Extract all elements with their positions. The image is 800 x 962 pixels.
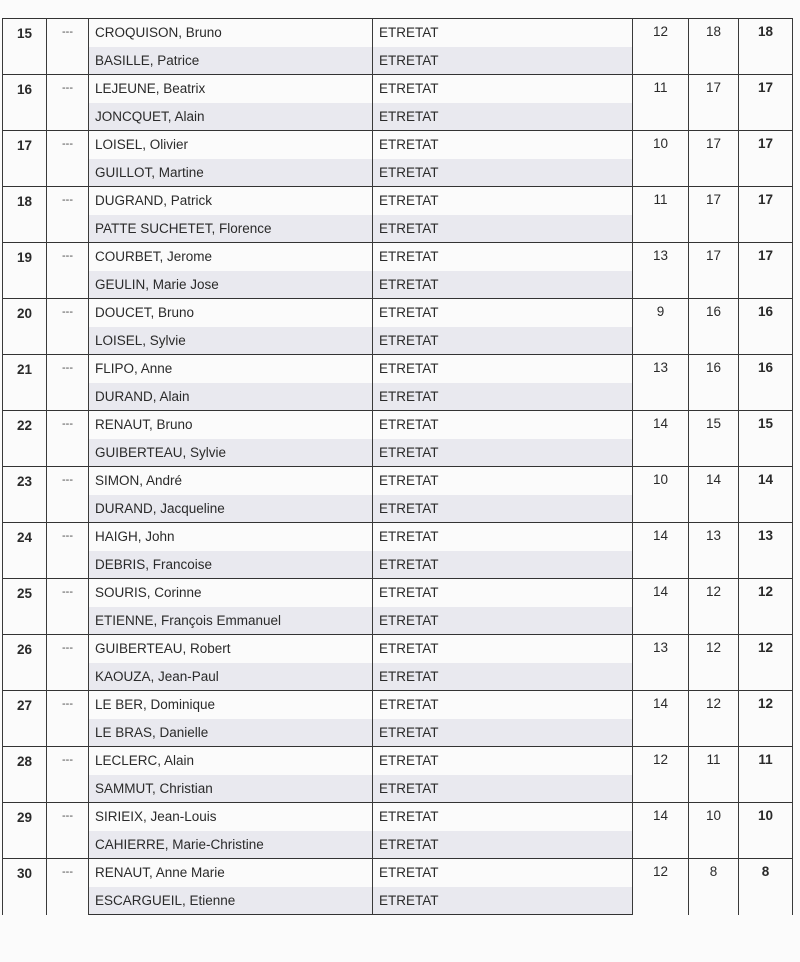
- partner-club: ETRETAT: [373, 215, 633, 243]
- separator-cell: ---: [47, 691, 89, 747]
- separator-cell: ---: [47, 75, 89, 131]
- total-score: 10: [739, 803, 793, 859]
- score-2: 15: [689, 411, 739, 467]
- total-score: 8: [739, 859, 793, 915]
- pair-row: [3, 859, 793, 887]
- score-2: 11: [689, 747, 739, 803]
- total-score: 17: [739, 243, 793, 299]
- rank-cell: 26: [3, 635, 47, 691]
- total-score: 13: [739, 523, 793, 579]
- partner-name: BASILLE, Patrice: [89, 47, 373, 75]
- rank-cell: 19: [3, 243, 47, 299]
- pair-row: [3, 299, 793, 327]
- club-name: ETRETAT: [373, 859, 633, 887]
- partner-name: ESCARGUEIL, Etienne: [89, 887, 373, 915]
- rank-cell: 29: [3, 803, 47, 859]
- player-name: LE BER, Dominique: [89, 691, 373, 719]
- rank-cell: 18: [3, 187, 47, 243]
- score-2: 12: [689, 635, 739, 691]
- club-name: ETRETAT: [373, 523, 633, 551]
- total-score: 12: [739, 635, 793, 691]
- score-1: 9: [633, 299, 689, 355]
- pair-row: [3, 187, 793, 215]
- separator-cell: ---: [47, 467, 89, 523]
- club-name: ETRETAT: [373, 131, 633, 159]
- player-name: DUGRAND, Patrick: [89, 187, 373, 215]
- score-1: 13: [633, 355, 689, 411]
- separator-cell: ---: [47, 355, 89, 411]
- partner-name: SAMMUT, Christian: [89, 775, 373, 803]
- score-2: 17: [689, 243, 739, 299]
- score-1: 14: [633, 691, 689, 747]
- separator-cell: ---: [47, 299, 89, 355]
- rank-cell: 15: [3, 19, 47, 75]
- total-score: 12: [739, 579, 793, 635]
- partner-club: ETRETAT: [373, 47, 633, 75]
- separator-cell: ---: [47, 747, 89, 803]
- partner-name: JONCQUET, Alain: [89, 103, 373, 131]
- score-1: 14: [633, 579, 689, 635]
- player-name: RENAUT, Anne Marie: [89, 859, 373, 887]
- pair-row: [3, 411, 793, 439]
- score-1: 13: [633, 243, 689, 299]
- player-name: SIRIEIX, Jean-Louis: [89, 803, 373, 831]
- pair-row: [3, 523, 793, 551]
- score-1: 12: [633, 19, 689, 75]
- score-1: 14: [633, 411, 689, 467]
- rank-cell: 27: [3, 691, 47, 747]
- score-1: 10: [633, 131, 689, 187]
- partner-name: GEULIN, Marie Jose: [89, 271, 373, 299]
- separator-cell: ---: [47, 859, 89, 915]
- rank-cell: 25: [3, 579, 47, 635]
- score-1: 14: [633, 803, 689, 859]
- club-name: ETRETAT: [373, 747, 633, 775]
- pair-row: [3, 243, 793, 271]
- score-2: 17: [689, 187, 739, 243]
- total-score: 11: [739, 747, 793, 803]
- score-2: 17: [689, 131, 739, 187]
- results-body: [3, 19, 793, 915]
- club-name: ETRETAT: [373, 579, 633, 607]
- partner-name: PATTE SUCHETET, Florence: [89, 215, 373, 243]
- score-2: 12: [689, 579, 739, 635]
- partner-club: ETRETAT: [373, 103, 633, 131]
- rank-cell: 21: [3, 355, 47, 411]
- player-name: FLIPO, Anne: [89, 355, 373, 383]
- score-2: 10: [689, 803, 739, 859]
- pair-row: [3, 635, 793, 663]
- partner-name: KAOUZA, Jean-Paul: [89, 663, 373, 691]
- total-score: 17: [739, 75, 793, 131]
- rank-cell: 17: [3, 131, 47, 187]
- separator-cell: ---: [47, 243, 89, 299]
- partner-club: ETRETAT: [373, 439, 633, 467]
- total-score: 17: [739, 187, 793, 243]
- pair-row: [3, 75, 793, 103]
- rank-cell: 24: [3, 523, 47, 579]
- rank-cell: 22: [3, 411, 47, 467]
- score-1: 11: [633, 75, 689, 131]
- club-name: ETRETAT: [373, 803, 633, 831]
- total-score: 15: [739, 411, 793, 467]
- pair-row: [3, 355, 793, 383]
- partner-name: DEBRIS, Francoise: [89, 551, 373, 579]
- rank-cell: 28: [3, 747, 47, 803]
- player-name: GUIBERTEAU, Robert: [89, 635, 373, 663]
- partner-club: ETRETAT: [373, 719, 633, 747]
- player-name: RENAUT, Bruno: [89, 411, 373, 439]
- score-2: 16: [689, 355, 739, 411]
- partner-club: ETRETAT: [373, 495, 633, 523]
- club-name: ETRETAT: [373, 19, 633, 47]
- rank-cell: 20: [3, 299, 47, 355]
- player-name: LEJEUNE, Beatrix: [89, 75, 373, 103]
- club-name: ETRETAT: [373, 355, 633, 383]
- pair-row: [3, 691, 793, 719]
- separator-cell: ---: [47, 635, 89, 691]
- player-name: SIMON, André: [89, 467, 373, 495]
- club-name: ETRETAT: [373, 635, 633, 663]
- total-score: 16: [739, 299, 793, 355]
- partner-club: ETRETAT: [373, 159, 633, 187]
- player-name: SOURIS, Corinne: [89, 579, 373, 607]
- partner-name: GUILLOT, Martine: [89, 159, 373, 187]
- total-score: 18: [739, 19, 793, 75]
- club-name: ETRETAT: [373, 467, 633, 495]
- score-1: 13: [633, 635, 689, 691]
- partner-club: ETRETAT: [373, 327, 633, 355]
- partner-club: ETRETAT: [373, 607, 633, 635]
- rank-cell: 23: [3, 467, 47, 523]
- results-table: [2, 18, 793, 915]
- player-name: COURBET, Jerome: [89, 243, 373, 271]
- partner-club: ETRETAT: [373, 551, 633, 579]
- pair-row: [3, 467, 793, 495]
- total-score: 12: [739, 691, 793, 747]
- partner-name: DURAND, Alain: [89, 383, 373, 411]
- player-name: LOISEL, Olivier: [89, 131, 373, 159]
- partner-name: DURAND, Jacqueline: [89, 495, 373, 523]
- partner-name: LE BRAS, Danielle: [89, 719, 373, 747]
- separator-cell: ---: [47, 579, 89, 635]
- partner-name: CAHIERRE, Marie-Christine: [89, 831, 373, 859]
- score-1: 12: [633, 747, 689, 803]
- score-2: 18: [689, 19, 739, 75]
- partner-club: ETRETAT: [373, 775, 633, 803]
- pair-row: [3, 579, 793, 607]
- score-1: 12: [633, 859, 689, 915]
- partner-club: ETRETAT: [373, 271, 633, 299]
- score-2: 17: [689, 75, 739, 131]
- pair-row: [3, 131, 793, 159]
- pair-row: [3, 747, 793, 775]
- partner-name: GUIBERTEAU, Sylvie: [89, 439, 373, 467]
- total-score: 16: [739, 355, 793, 411]
- separator-cell: ---: [47, 803, 89, 859]
- player-name: HAIGH, John: [89, 523, 373, 551]
- separator-cell: ---: [47, 19, 89, 75]
- club-name: ETRETAT: [373, 691, 633, 719]
- player-name: CROQUISON, Bruno: [89, 19, 373, 47]
- player-name: LECLERC, Alain: [89, 747, 373, 775]
- player-name: DOUCET, Bruno: [89, 299, 373, 327]
- separator-cell: ---: [47, 187, 89, 243]
- total-score: 17: [739, 131, 793, 187]
- club-name: ETRETAT: [373, 299, 633, 327]
- partner-name: LOISEL, Sylvie: [89, 327, 373, 355]
- partner-club: ETRETAT: [373, 887, 633, 915]
- score-2: 13: [689, 523, 739, 579]
- score-1: 10: [633, 467, 689, 523]
- score-1: 11: [633, 187, 689, 243]
- rank-cell: 16: [3, 75, 47, 131]
- club-name: ETRETAT: [373, 75, 633, 103]
- partner-name: ETIENNE, François Emmanuel: [89, 607, 373, 635]
- separator-cell: ---: [47, 131, 89, 187]
- score-2: 14: [689, 467, 739, 523]
- partner-club: ETRETAT: [373, 663, 633, 691]
- partner-club: ETRETAT: [373, 383, 633, 411]
- club-name: ETRETAT: [373, 411, 633, 439]
- pair-row: [3, 803, 793, 831]
- club-name: ETRETAT: [373, 187, 633, 215]
- separator-cell: ---: [47, 411, 89, 467]
- score-2: 16: [689, 299, 739, 355]
- score-1: 14: [633, 523, 689, 579]
- total-score: 14: [739, 467, 793, 523]
- score-2: 8: [689, 859, 739, 915]
- partner-club: ETRETAT: [373, 831, 633, 859]
- separator-cell: ---: [47, 523, 89, 579]
- pair-row: [3, 19, 793, 47]
- rank-cell: 30: [3, 859, 47, 915]
- score-2: 12: [689, 691, 739, 747]
- club-name: ETRETAT: [373, 243, 633, 271]
